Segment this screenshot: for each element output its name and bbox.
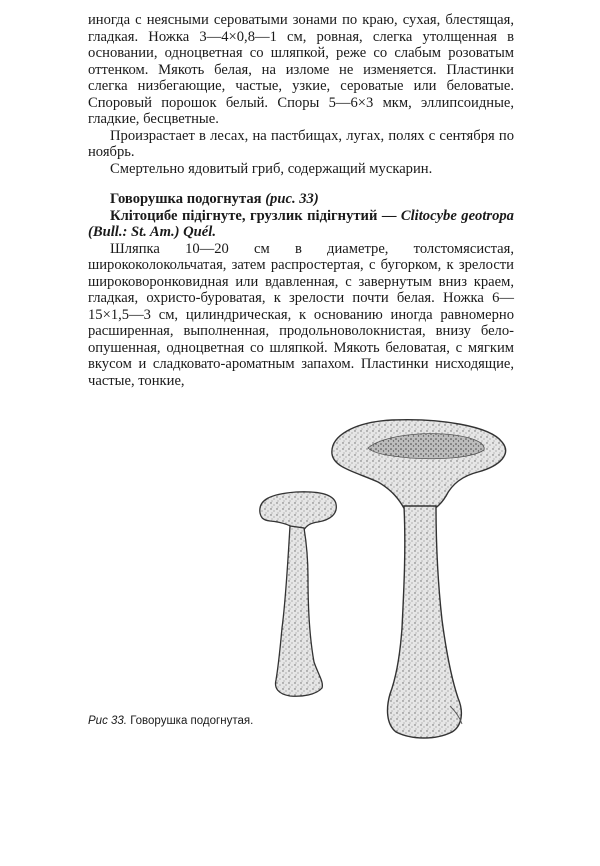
paragraph-description: иногда с неясными сероватыми зонами по краю, сухая, блестящая, гладкая. Ножка 3—4×0,8—1 см, ровная, слегка утолщенная в основании, одноцветная со шляпкой, реже со слабым розоватым оттенком. Мякоть белая, на изломе не изменяется. Пластинки слегка низбегающие, частые, узкие, сероватые или беловатые. Споровый порошок белый. Споры 5—6×3 мкм, эллипсоидные, гладкие, бесцветные.: [88, 12, 514, 127]
text-block: [88, 12, 514, 389]
young-mushroom: [260, 492, 337, 696]
mature-mushroom: [332, 420, 506, 738]
species-heading: [88, 191, 514, 208]
ukrainian-name: Клітоцибе підігнуте, грузлик підігнутий —: [110, 207, 397, 224]
mature-stem: [388, 506, 462, 738]
paragraph-toxicity: Смертельно ядовитый гриб, содержащий мускарин.: [110, 160, 433, 177]
young-cap: [260, 492, 337, 530]
mushroom-illustration: [0, 388, 600, 788]
figure-reference: (рис. 33): [265, 191, 319, 207]
figure-33: [0, 388, 600, 788]
caption-text: Говорушка подогнутая.: [130, 715, 254, 727]
latin-name: Clitocybe geotropa (Bull.: St. Am.) Quél.: [88, 207, 514, 240]
mature-cap: [332, 420, 506, 512]
species-names: [88, 208, 514, 241]
young-stem: [276, 526, 323, 696]
paragraph-habitat: Произрастает в лесах, на пастбищах, лугах, полях с сентября по ноябрь.: [88, 127, 514, 160]
species-title: Говорушка подогнутая: [110, 191, 262, 207]
caption-label: Рис 33.: [88, 715, 127, 727]
figure-caption: [88, 714, 258, 728]
paragraph-cap-description: Шляпка 10—20 см в диаметре, толстомясистая, ширококолокольчатая, затем распростертая, с бугорком, к зрелости широковоронковидная или вдавленная, с завернутым вниз краем, гладкая, охристо-буроватая, к зрелости почти белая. Ножка 6—15×1,5—3 см, цилиндрическая, к основанию иногда равномерно расширенная, выполненная, продольноволокнистая, внизу бело-опушенная, одноцветная со шляпкой. Мякоть беловатая, с мягким вкусом и сладковато-ароматным запахом. Пластинки нисходящие, частые, тонкие,: [88, 240, 514, 389]
